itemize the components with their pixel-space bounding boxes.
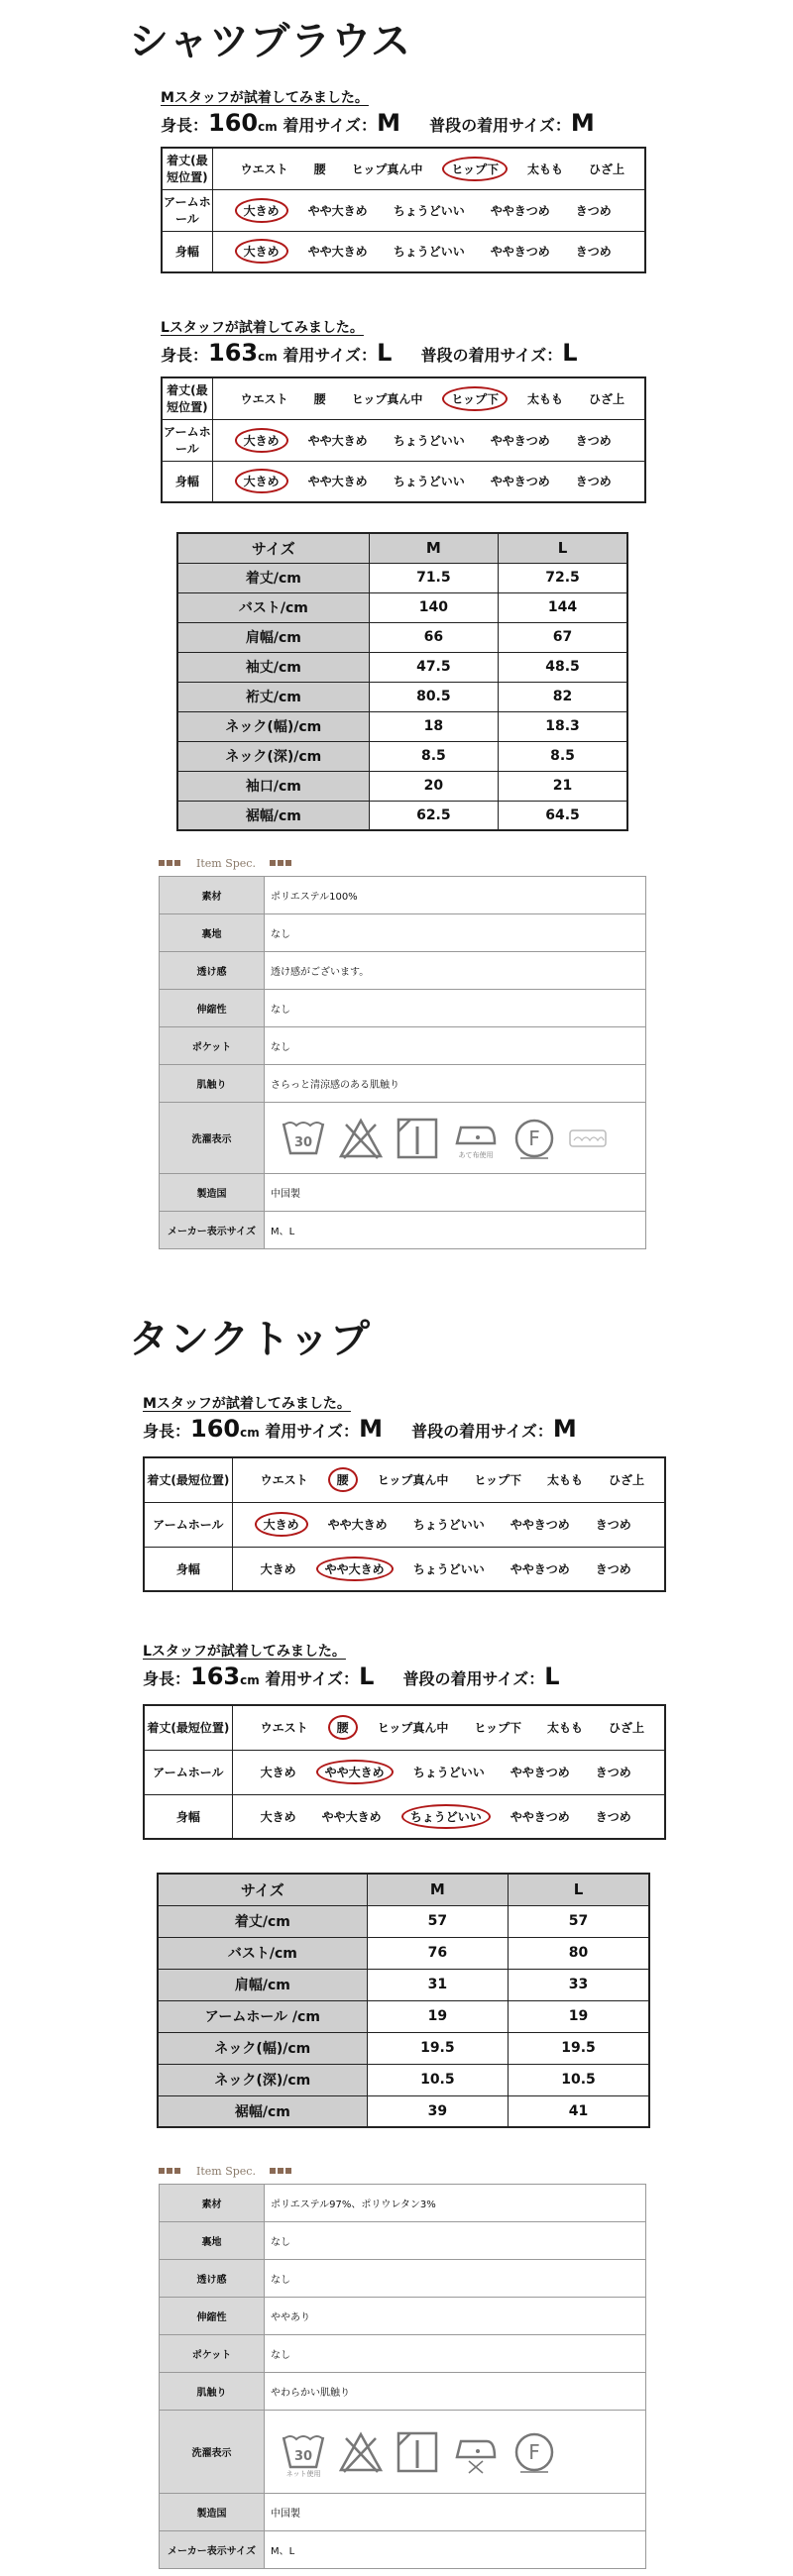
size-value: 48.5 [499, 652, 627, 682]
size-row [158, 1905, 649, 1937]
fit-options [232, 1502, 665, 1547]
fit-options [232, 1457, 665, 1502]
spec-heading-shirt: Item Spec. [159, 856, 293, 870]
fit-options [212, 231, 645, 272]
care-symbols [271, 1114, 645, 1163]
height-label: 身長： [143, 1422, 191, 1441]
fit-row-label: 着丈(最短位置) [144, 1705, 232, 1750]
size-row [158, 2032, 649, 2064]
fit-option: ヒップ下 [474, 1473, 521, 1488]
size-value: 76 [367, 1937, 508, 1969]
fit-option: ウエスト [260, 1721, 308, 1736]
fit-row [162, 461, 645, 502]
fit-options [212, 148, 645, 189]
wear-size-value: L [377, 339, 393, 367]
wear-size-label: 着用サイズ： [265, 1422, 360, 1441]
spec-value: 透け感がございます。 [265, 952, 646, 990]
fit-table-shirt-l [161, 376, 646, 503]
height-unit: cm [240, 1673, 260, 1687]
spec-table-tank [159, 2184, 646, 2569]
size-row [177, 622, 627, 652]
spec-label: 伸縮性 [160, 990, 265, 1027]
fit-option: ややきつめ [510, 1809, 570, 1824]
fit-option: ちょうどいい [412, 1561, 485, 1576]
usual-size-value: L [544, 1663, 560, 1690]
fit-option-selected: ヒップ下 [442, 157, 508, 181]
spec-label: 透け感 [160, 2260, 265, 2298]
size-header-row [158, 1874, 649, 1905]
spec-value: 中国製 [265, 1174, 646, 1212]
size-row-label: 着丈/cm [158, 1905, 367, 1937]
fit-option: ちょうどいい [412, 1766, 485, 1779]
size-value: 41 [509, 2095, 649, 2127]
fit-row-label: アームホール [162, 419, 212, 461]
spec-label: 洗濯表示 [160, 1103, 265, 1174]
spec-row [160, 914, 646, 952]
svg-text:30: 30 [293, 2448, 313, 2464]
spec-row [160, 2260, 646, 2298]
fit-option: ヒップ真ん中 [351, 161, 423, 176]
spec-label: メーカー表示サイズ [160, 1212, 265, 1249]
spec-row [160, 2531, 646, 2569]
fit-option: ちょうどいい [393, 245, 465, 260]
size-value: 8.5 [499, 741, 627, 771]
fit-option: ひざ上 [608, 1473, 644, 1488]
size-header-row [177, 533, 627, 563]
section-title-tank: タンクトップ [129, 1317, 371, 1362]
size-row [177, 741, 627, 771]
fit-row-label: アームホール [162, 189, 212, 231]
fit-option: ちょうどいい [393, 203, 465, 218]
wear-size-label: 着用サイズ： [283, 346, 378, 365]
size-value: 47.5 [369, 652, 498, 682]
spec-label: 伸縮性 [160, 2298, 265, 2335]
size-value: 33 [509, 1969, 649, 2000]
size-row [177, 682, 627, 711]
spec-label: 裏地 [160, 2222, 265, 2260]
svg-text:あて布使用: あて布使用 [458, 1150, 494, 1159]
fit-option: ヒップ下 [474, 1721, 521, 1736]
height-value: 163 [208, 339, 259, 367]
m-staff-info [161, 109, 595, 137]
size-row-label: 袖丈/cm [177, 652, 369, 682]
size-row-label: 袖口/cm [177, 771, 369, 801]
spec-value: ポリエステル97%、ポリウレタン3% [265, 2185, 646, 2222]
spec-row [160, 1027, 646, 1065]
fit-table-tank-l [143, 1704, 666, 1840]
fit-options [212, 377, 645, 419]
size-row [177, 801, 627, 830]
size-value: 67 [499, 622, 627, 652]
fit-option-selected: 大きめ [235, 469, 288, 493]
height-unit: cm [258, 350, 278, 364]
dry-clean-f-icon [512, 2430, 556, 2474]
fit-option: ややきつめ [490, 433, 550, 448]
fit-table-shirt-m [161, 147, 646, 273]
size-row [177, 711, 627, 741]
fit-option-selected: ヒップ下 [442, 386, 508, 411]
size-row-label: 裄丈/cm [177, 682, 369, 711]
fit-option: ややきつめ [490, 475, 550, 489]
size-value: 10.5 [367, 2064, 508, 2095]
fit-option: 腰 [313, 161, 326, 176]
fit-row [144, 1457, 665, 1502]
spec-value: なし [265, 914, 646, 952]
fit-option-selected: ちょうどいい [401, 1804, 491, 1829]
fit-row [144, 1705, 665, 1750]
spec-row [160, 2298, 646, 2335]
fit-option: 太もも [546, 1473, 583, 1488]
usual-size-value: M [570, 109, 595, 137]
fit-option: きつめ [575, 433, 612, 448]
size-row [177, 652, 627, 682]
m-staff-heading: Mスタッフが試着してみました。 [143, 1396, 351, 1412]
spec-value: なし [265, 990, 646, 1027]
fit-option: きつめ [595, 1518, 631, 1532]
fit-option: ややきつめ [490, 203, 550, 218]
fit-option-selected: 腰 [328, 1467, 358, 1492]
size-value: 20 [369, 771, 498, 801]
size-row [158, 2000, 649, 2032]
fit-option: やや大きめ [307, 245, 368, 260]
size-value: 39 [367, 2095, 508, 2127]
usual-size-value: L [562, 339, 578, 367]
fit-row [144, 1750, 665, 1794]
spec-value [265, 1103, 646, 1174]
no-bleach-icon [338, 2430, 384, 2474]
size-row-label: ネック(深)/cm [177, 741, 369, 771]
dry-clean-f-icon [512, 1117, 556, 1160]
fit-option: きつめ [575, 245, 612, 260]
iron-low-icon [451, 2427, 501, 2477]
fit-option: 太もも [526, 391, 563, 406]
size-header-cell: M [369, 533, 498, 563]
size-header-cell: M [367, 1874, 508, 1905]
height-value: 163 [190, 1663, 241, 1690]
usual-size-value: M [552, 1415, 577, 1443]
size-header-cell: L [499, 533, 627, 563]
spec-label: 製造国 [160, 2494, 265, 2531]
svg-text:ネット使用: ネット使用 [285, 2469, 321, 2477]
spec-value: なし [265, 1027, 646, 1065]
size-row-label: 着丈/cm [177, 563, 369, 592]
size-value: 57 [367, 1905, 508, 1937]
size-value: 31 [367, 1969, 508, 2000]
spec-row [160, 1174, 646, 1212]
fit-option: 大きめ [260, 1809, 296, 1824]
size-row [158, 1937, 649, 1969]
fit-option: 大きめ [260, 1766, 296, 1779]
size-row-label: ネック(幅)/cm [158, 2032, 367, 2064]
spec-row [160, 1103, 646, 1174]
line-dry-shade-icon [396, 1117, 439, 1160]
size-row [177, 592, 627, 622]
fit-option: ちょうどいい [412, 1518, 485, 1532]
wash-30-icon [281, 2427, 326, 2477]
size-row-label: ネック(深)/cm [158, 2064, 367, 2095]
spec-label: 透け感 [160, 952, 265, 990]
fit-option-selected: 大きめ [255, 1512, 308, 1537]
svg-text:F: F [528, 1126, 540, 1150]
height-value: 160 [208, 109, 259, 137]
l-staff-info [143, 1663, 560, 1690]
fit-row [144, 1502, 665, 1547]
fit-options [232, 1750, 665, 1794]
size-value: 57 [509, 1905, 649, 1937]
spec-value: M、L [265, 2531, 646, 2569]
size-row-label: バスト/cm [158, 1937, 367, 1969]
fit-options [212, 189, 645, 231]
fit-option: ややきつめ [510, 1561, 570, 1576]
spec-heading-tank: Item Spec. [159, 2164, 293, 2178]
size-value: 21 [499, 771, 627, 801]
size-header-cell: サイズ [158, 1874, 367, 1905]
fit-option: きつめ [595, 1561, 631, 1576]
spec-value [265, 2411, 646, 2494]
spec-value: M、L [265, 1212, 646, 1249]
size-value: 10.5 [509, 2064, 649, 2095]
fit-row [162, 148, 645, 189]
fit-option-selected: 大きめ [235, 239, 288, 264]
size-value: 19.5 [367, 2032, 508, 2064]
spec-row [160, 2411, 646, 2494]
size-value: 140 [369, 592, 498, 622]
fit-option: 大きめ [260, 1561, 296, 1576]
fit-option: ちょうどいい [393, 475, 465, 489]
spec-row [160, 2222, 646, 2260]
fit-options [232, 1547, 665, 1591]
size-table-shirt [176, 532, 628, 831]
m-staff-info [143, 1415, 577, 1443]
spec-label: 製造国 [160, 1174, 265, 1212]
fit-option: 腰 [313, 391, 326, 406]
size-row [158, 1969, 649, 2000]
size-value: 8.5 [369, 741, 498, 771]
size-row-label: アームホール /cm [158, 2000, 367, 2032]
spec-row [160, 1065, 646, 1103]
no-bleach-icon [338, 1117, 384, 1160]
spec-row [160, 1212, 646, 1249]
fit-option: ひざ上 [608, 1721, 644, 1736]
spec-label: 裏地 [160, 914, 265, 952]
spec-row [160, 2373, 646, 2411]
wear-size-value: M [377, 109, 400, 137]
size-header-cell: サイズ [177, 533, 369, 563]
fit-option: ややきつめ [510, 1766, 570, 1779]
fit-row-label: アームホール [144, 1750, 232, 1794]
height-unit: cm [258, 120, 278, 134]
svg-text:30: 30 [293, 1134, 313, 1150]
spec-label: 肌触り [160, 1065, 265, 1103]
fit-options [212, 419, 645, 461]
spec-row [160, 2335, 646, 2373]
size-value: 18.3 [499, 711, 627, 741]
size-row [158, 2095, 649, 2127]
fit-row [162, 189, 645, 231]
usual-size-label: 普段の着用サイズ： [402, 1669, 545, 1688]
fit-option-selected: 腰 [328, 1715, 358, 1740]
size-value: 19 [509, 2000, 649, 2032]
size-value: 18 [369, 711, 498, 741]
fit-option: きつめ [575, 203, 612, 218]
spec-value: ポリエステル100% [265, 877, 646, 914]
spec-row [160, 2185, 646, 2222]
fit-row [144, 1547, 665, 1591]
fit-option: ややきつめ [510, 1518, 570, 1532]
size-value: 144 [499, 592, 627, 622]
size-row [177, 771, 627, 801]
height-unit: cm [240, 1426, 260, 1440]
usual-size-label: 普段の着用サイズ： [411, 1422, 553, 1441]
height-label: 身長： [161, 346, 209, 365]
fit-option: ややきつめ [490, 245, 550, 260]
section-title-shirt: シャツブラウス [129, 19, 411, 64]
fit-option: ウエスト [240, 391, 288, 406]
size-row-label: 裾幅/cm [177, 801, 369, 830]
size-value: 71.5 [369, 563, 498, 592]
fit-options [212, 461, 645, 502]
fit-row-label: 身幅 [162, 461, 212, 502]
wear-size-value: M [359, 1415, 383, 1443]
fit-option: ひざ上 [588, 391, 624, 406]
fit-option: やや大きめ [307, 203, 368, 218]
fit-row-label: アームホール [144, 1502, 232, 1547]
spec-value: 中国製 [265, 2494, 646, 2531]
size-row-label: 肩幅/cm [158, 1969, 367, 2000]
size-value: 72.5 [499, 563, 627, 592]
size-row [177, 563, 627, 592]
fit-options [232, 1794, 665, 1839]
fit-option: ヒップ真ん中 [377, 1721, 449, 1736]
spec-value: さらっと清涼感のある肌触り [265, 1065, 646, 1103]
fit-option: きつめ [595, 1766, 631, 1779]
care-symbols [271, 2427, 645, 2477]
spec-row [160, 877, 646, 914]
fit-option: やや大きめ [307, 433, 368, 448]
size-row-label: 肩幅/cm [177, 622, 369, 652]
spec-value: ややあり [265, 2298, 646, 2335]
size-value: 80.5 [369, 682, 498, 711]
spec-label: ポケット [160, 2335, 265, 2373]
spec-label: 素材 [160, 877, 265, 914]
spec-label: メーカー表示サイズ [160, 2531, 265, 2569]
spec-label: ポケット [160, 1027, 265, 1065]
size-value: 62.5 [369, 801, 498, 830]
line-dry-shade-icon [396, 2430, 439, 2474]
wear-size-label: 着用サイズ： [265, 1669, 360, 1688]
fit-row-label: 着丈(最短位置) [162, 377, 212, 419]
fit-row-label: 着丈(最短位置) [162, 148, 212, 189]
l-staff-heading: Lスタッフが試着してみました。 [143, 1644, 346, 1660]
fit-option: ウエスト [260, 1473, 308, 1488]
size-row-label: ネック(幅)/cm [177, 711, 369, 741]
height-label: 身長： [143, 1669, 191, 1688]
fit-option-selected: 大きめ [235, 198, 288, 223]
height-value: 160 [190, 1415, 241, 1443]
fit-option: きつめ [575, 475, 612, 489]
spec-value: なし [265, 2260, 646, 2298]
size-value: 19.5 [509, 2032, 649, 2064]
spec-value: なし [265, 2222, 646, 2260]
svg-text:F: F [528, 2439, 540, 2464]
spec-row [160, 990, 646, 1027]
fit-option-selected: やや大きめ [316, 1760, 394, 1784]
fit-option: ちょうどいい [393, 433, 465, 448]
fit-option-selected: やや大きめ [316, 1556, 394, 1581]
fit-row-label: 身幅 [162, 231, 212, 272]
size-table-tank [157, 1873, 650, 2128]
usual-size-label: 普段の着用サイズ： [429, 116, 571, 135]
fit-option: ウエスト [240, 161, 288, 176]
l-staff-info [161, 339, 578, 367]
fit-table-tank-m [143, 1456, 666, 1592]
wash-30-icon [281, 1114, 326, 1163]
wear-size-value: L [359, 1663, 375, 1690]
fit-option: ヒップ真ん中 [351, 391, 423, 406]
spec-label: 素材 [160, 2185, 265, 2222]
fit-option: やや大きめ [327, 1518, 388, 1532]
size-row [158, 2064, 649, 2095]
size-value: 80 [509, 1937, 649, 1969]
fit-options [232, 1705, 665, 1750]
fit-row-label: 着丈(最短位置) [144, 1457, 232, 1502]
size-value: 82 [499, 682, 627, 711]
l-staff-heading: Lスタッフが試着してみました。 [161, 320, 364, 336]
spec-value: なし [265, 2335, 646, 2373]
size-row-label: 裾幅/cm [158, 2095, 367, 2127]
spec-table-shirt [159, 876, 646, 1249]
wet-clean-icon [568, 1127, 608, 1150]
fit-option: 太もも [546, 1721, 583, 1736]
size-row-label: バスト/cm [177, 592, 369, 622]
fit-option: やや大きめ [307, 475, 368, 489]
fit-row-label: 身幅 [144, 1794, 232, 1839]
fit-row [162, 419, 645, 461]
fit-option: やや大きめ [321, 1809, 382, 1824]
size-value: 64.5 [499, 801, 627, 830]
spec-row [160, 952, 646, 990]
height-label: 身長： [161, 116, 209, 135]
spec-label: 洗濯表示 [160, 2411, 265, 2494]
fit-option: ひざ上 [588, 161, 624, 176]
fit-option: ヒップ真ん中 [377, 1473, 449, 1488]
fit-row [162, 377, 645, 419]
spec-label: 肌触り [160, 2373, 265, 2411]
fit-option-selected: 大きめ [235, 428, 288, 453]
fit-option: きつめ [595, 1809, 631, 1824]
spec-row [160, 2494, 646, 2531]
fit-row [162, 231, 645, 272]
fit-option: 太もも [526, 161, 563, 176]
usual-size-label: 普段の着用サイズ： [420, 346, 563, 365]
m-staff-heading: Mスタッフが試着してみました。 [161, 90, 369, 106]
wear-size-label: 着用サイズ： [283, 116, 378, 135]
fit-row [144, 1794, 665, 1839]
size-value: 66 [369, 622, 498, 652]
spec-value: やわらかい肌触り [265, 2373, 646, 2411]
size-header-cell: L [509, 1874, 649, 1905]
size-value: 19 [367, 2000, 508, 2032]
iron-low-icon [451, 1114, 501, 1163]
fit-row-label: 身幅 [144, 1547, 232, 1591]
